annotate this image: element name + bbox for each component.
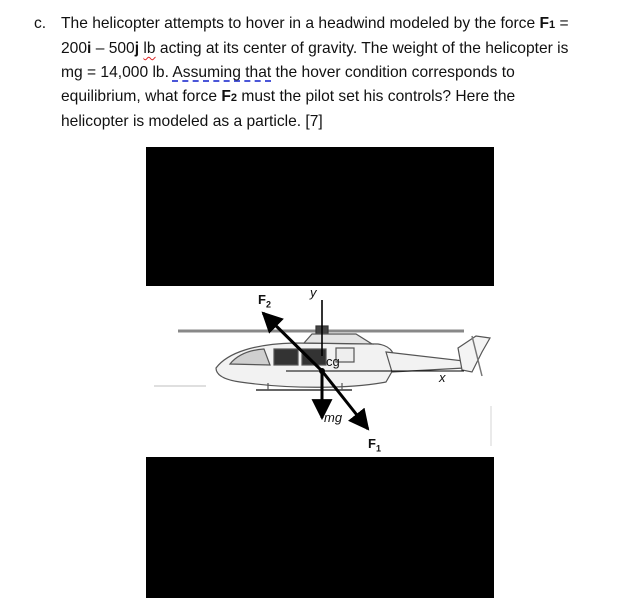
question-line-4: equilibrium, what force F2 must the pilot set his controls? Here the bbox=[61, 88, 516, 105]
side-window-1 bbox=[274, 349, 298, 365]
helicopter-figure bbox=[146, 147, 494, 598]
tail-boom bbox=[386, 352, 464, 372]
question-line-2: 200i – 500j lb acting at its center of gravity. The weight of the helicopter is bbox=[61, 40, 569, 57]
label-x: x bbox=[439, 370, 446, 385]
label-cg: cg bbox=[326, 354, 340, 369]
question-text bbox=[34, 12, 624, 134]
helicopter-diagram bbox=[146, 286, 494, 457]
question-line-5: helicopter is modeled as a particle. [7] bbox=[61, 113, 323, 130]
engine-housing bbox=[304, 334, 372, 344]
figure-black-band-bottom bbox=[146, 457, 494, 598]
question-line-3: mg = 14,000 lb. Assuming that the hover condition corresponds to bbox=[61, 64, 515, 81]
label-mg: mg bbox=[324, 410, 343, 425]
spellcheck-lb[interactable]: lb bbox=[143, 40, 156, 57]
label-y: y bbox=[310, 285, 317, 300]
question-label: c. bbox=[34, 15, 47, 32]
label-f1: $F_1$ bbox=[368, 436, 381, 454]
cg-point bbox=[319, 368, 325, 374]
question-line-1: c. The helicopter attempts to hover in a headwind modeled by the force F1 = bbox=[34, 12, 624, 37]
grammar-check-assuming[interactable]: Assuming that bbox=[172, 64, 272, 81]
label-f2: $F_2$ bbox=[258, 292, 271, 310]
figure-black-band-top bbox=[146, 147, 494, 286]
